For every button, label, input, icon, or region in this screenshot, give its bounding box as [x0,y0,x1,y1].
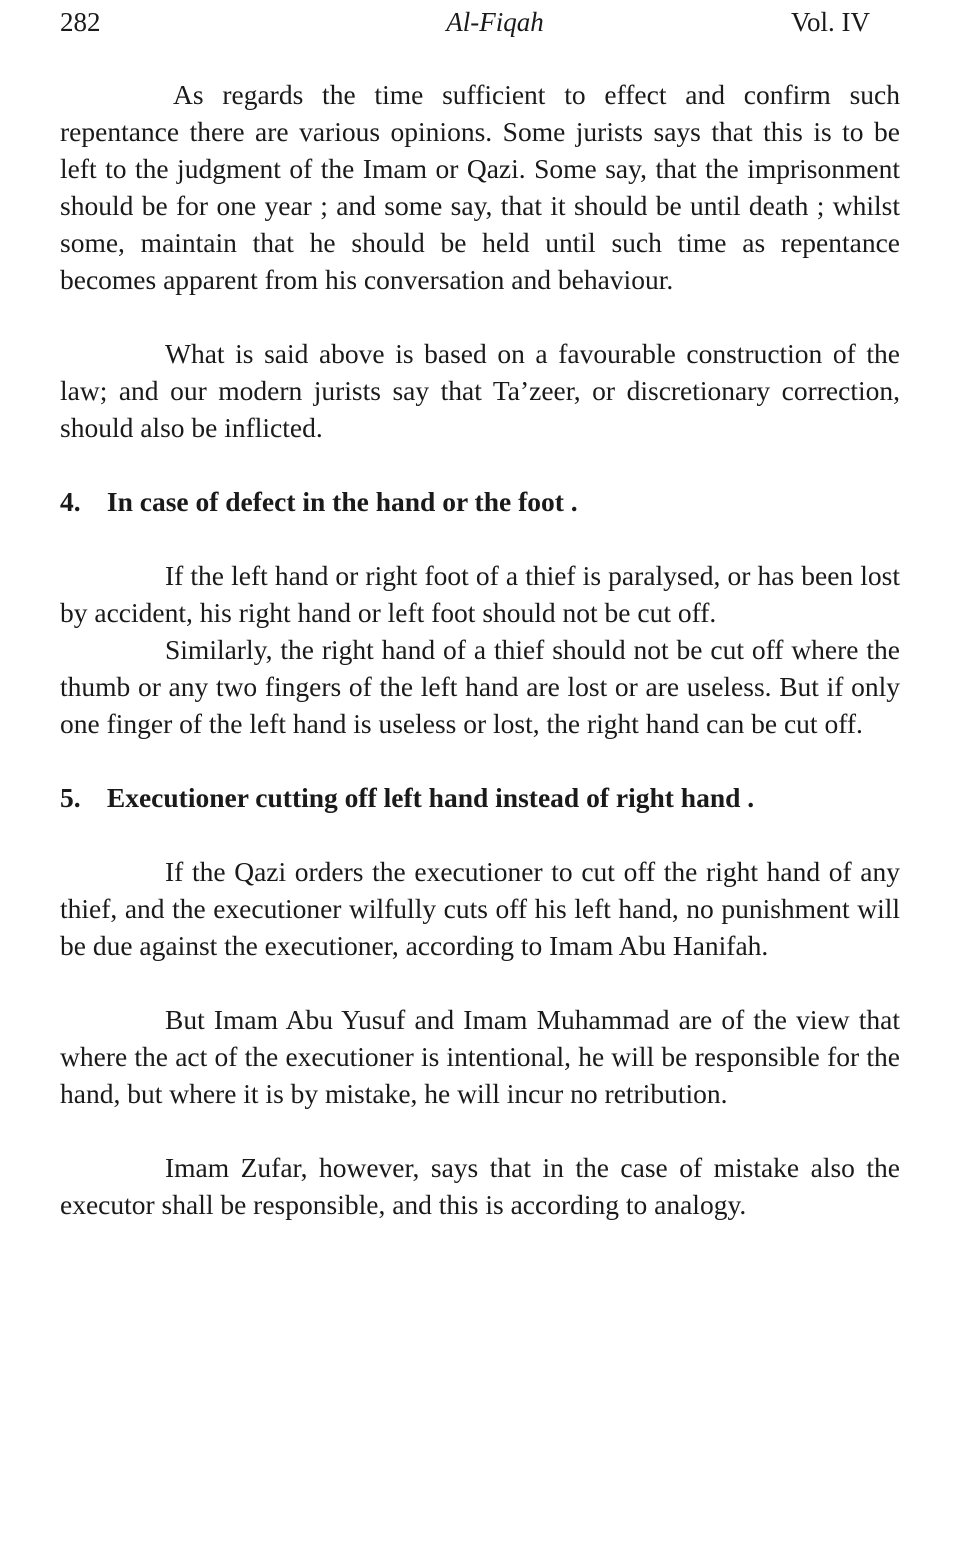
paragraph-zufar: Imam Zufar, however, says that in the case of mistake also the executor shall be responsible, and this is according to analogy. [60,1152,900,1220]
volume-label: Vol. IV [790,7,870,37]
page-body [60,76,900,1223]
section-number: 5. [60,782,81,813]
book-title: Al-Fiqah [446,7,544,37]
section-heading-5 [60,779,900,816]
paragraph-fingers: Similarly, the right hand of a thief should not be cut off where the thumb or any two fingers of the left hand are lost or are useless. But if only one finger of the left hand is useless or lost, the right hand can be cut off. [60,634,900,739]
book-page [60,0,900,1223]
paragraph-tazeer: What is said above is based on a favourable construction of the law; and our modern jurists say that Ta’zeer, or discretionary correction, should also be inflicted. [60,338,900,443]
section-number: 4. [60,486,81,517]
section-title: In case of defect in the hand or the foot . [106,486,578,517]
paragraph-abu-yusuf: But Imam Abu Yusuf and Imam Muhammad are of the view that where the act of the executioner is intentional, he will be responsible for the hand, but where it is by mistake, he will incur no retribution. [60,1004,900,1109]
section-heading-4 [60,483,900,520]
paragraph-paralysed-limb: If the left hand or right foot of a thief is paralysed, or has been lost by accident, his right hand or left foot should not be cut off. [60,560,900,628]
paragraph-qazi-orders: If the Qazi orders the executioner to cut off the right hand of any thief, and the executioner wilfully cuts off his left hand, no punishment will be due against the executioner, according to Imam Abu Hanifah. [60,856,900,961]
running-header [60,0,900,40]
section-title: Executioner cutting off left hand instead of right hand . [106,782,755,813]
page-number: 282 [60,7,101,37]
paragraph-repentance-time: As regards the time sufficient to effect and confirm such repentance there are various opinions. Some jurists says that this is to be left to the judgment of the Imam or Qazi. Some say, that the imprisonment should be for one year ; and some say, that it should be until death ; whilst some, maintain that he should be held until such time as repentance becomes apparent from his conversation and behaviour. [60,79,900,295]
